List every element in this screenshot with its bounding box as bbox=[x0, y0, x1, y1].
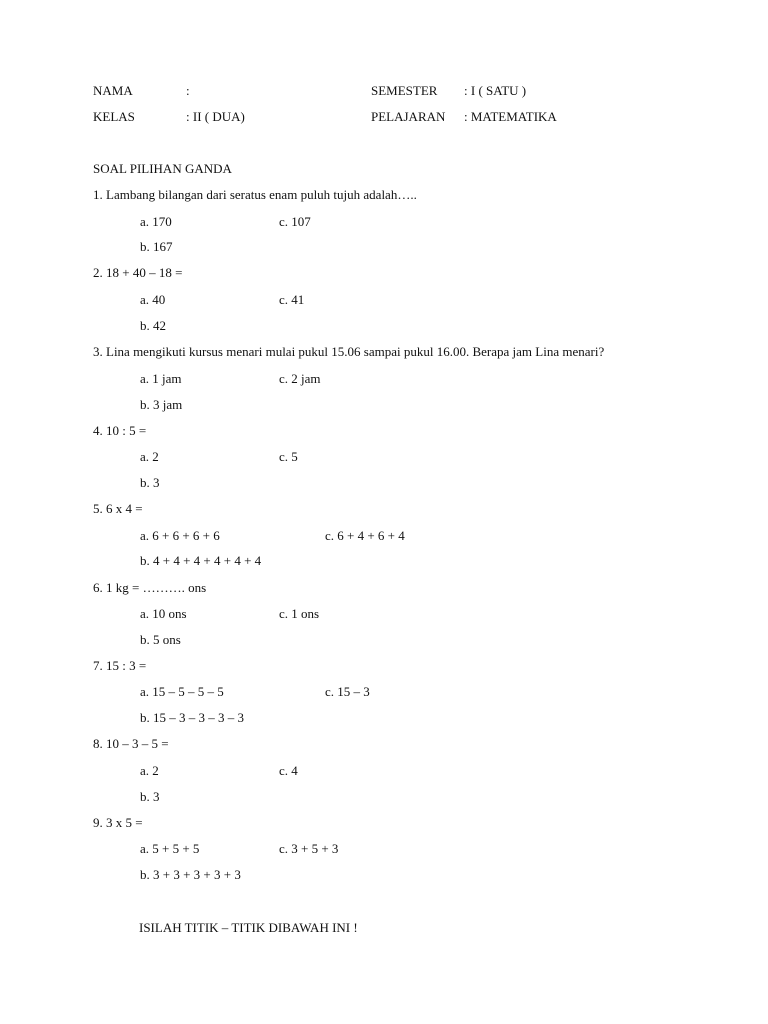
question-text: 8. 10 – 3 – 5 = bbox=[93, 736, 169, 751]
option-c: c. 107 bbox=[279, 214, 311, 229]
nama-label: NAMA bbox=[93, 83, 133, 98]
option-b: b. 42 bbox=[140, 318, 166, 333]
option-b: b. 15 – 3 – 3 – 3 – 3 bbox=[140, 710, 244, 725]
question-text: 6. 1 kg = ………. ons bbox=[93, 580, 207, 595]
option-c: c. 3 + 5 + 3 bbox=[279, 841, 339, 856]
option-b: b. 3 jam bbox=[140, 397, 183, 412]
option-c: c. 2 jam bbox=[279, 371, 321, 386]
option-a: a. 5 + 5 + 5 bbox=[140, 841, 200, 856]
option-b: b. 3 + 3 + 3 + 3 + 3 bbox=[140, 867, 241, 882]
option-c: c. 6 + 4 + 6 + 4 bbox=[325, 528, 405, 543]
option-b: b. 3 bbox=[140, 789, 160, 804]
option-a: a. 10 ons bbox=[140, 606, 187, 621]
semester-value: : I ( SATU ) bbox=[464, 83, 527, 98]
option-b: b. 167 bbox=[140, 239, 173, 254]
option-c: c. 4 bbox=[279, 763, 298, 778]
question-text: 4. 10 : 5 = bbox=[93, 423, 147, 438]
question-text: 3. Lina mengikuti kursus menari mulai pukul 15.06 sampai pukul 16.00. Berapa jam Lina menari? bbox=[93, 344, 605, 359]
option-a: a. 2 bbox=[140, 449, 159, 464]
option-b: b. 4 + 4 + 4 + 4 + 4 + 4 bbox=[140, 553, 262, 568]
option-c: c. 41 bbox=[279, 292, 305, 307]
option-a: a. 40 bbox=[140, 292, 166, 307]
option-c: c. 15 – 3 bbox=[325, 684, 370, 699]
question-text: 2. 18 + 40 – 18 = bbox=[93, 265, 183, 280]
semester-label: SEMESTER bbox=[371, 83, 438, 98]
question-text: 7. 15 : 3 = bbox=[93, 658, 147, 673]
kelas-value: : II ( DUA) bbox=[186, 109, 245, 124]
kelas-label: KELAS bbox=[93, 109, 135, 124]
option-c: c. 1 ons bbox=[279, 606, 320, 621]
option-b: b. 3 bbox=[140, 475, 160, 490]
pelajaran-label: PELAJARAN bbox=[371, 109, 446, 124]
section-title: SOAL PILIHAN GANDA bbox=[93, 161, 232, 176]
option-a: a. 2 bbox=[140, 763, 159, 778]
fill-in-section-title: ISILAH TITIK – TITIK DIBAWAH INI ! bbox=[139, 920, 358, 935]
option-a: a. 170 bbox=[140, 214, 172, 229]
option-a: a. 15 – 5 – 5 – 5 bbox=[140, 684, 224, 699]
option-a: a. 1 jam bbox=[140, 371, 182, 386]
option-a: a. 6 + 6 + 6 + 6 bbox=[140, 528, 220, 543]
question-text: 9. 3 x 5 = bbox=[93, 815, 143, 830]
option-c: c. 5 bbox=[279, 449, 298, 464]
pelajaran-value: : MATEMATIKA bbox=[464, 109, 557, 124]
option-b: b. 5 ons bbox=[140, 632, 181, 647]
nama-value: : bbox=[186, 83, 190, 98]
question-text: 5. 6 x 4 = bbox=[93, 501, 143, 516]
question-text: 1. Lambang bilangan dari seratus enam puluh tujuh adalah….. bbox=[93, 187, 417, 202]
